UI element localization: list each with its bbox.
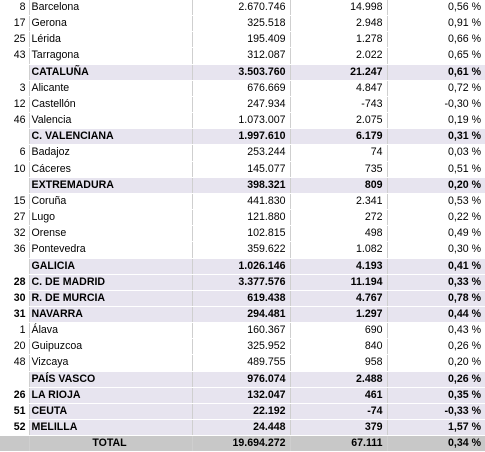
province-code-cell: 31	[0, 306, 29, 322]
region-row	[0, 306, 485, 322]
difference-cell: 1.278	[290, 32, 387, 48]
name-cell: Pontevedra	[29, 242, 192, 258]
population-cell: 1.997.610	[192, 129, 290, 145]
population-cell: 2.670.746	[192, 0, 290, 16]
percentage-cell: 0,30 %	[387, 242, 485, 258]
population-cell: 22.192	[192, 403, 290, 419]
difference-cell: 2.948	[290, 16, 387, 32]
percentage-cell: 0,56 %	[387, 0, 485, 16]
region-row	[0, 403, 485, 419]
table-row	[0, 48, 485, 64]
table-row	[0, 113, 485, 129]
percentage-cell: 0,34 %	[387, 436, 485, 452]
population-cell: 325.518	[192, 16, 290, 32]
province-code-cell	[0, 258, 29, 274]
difference-cell: 4.767	[290, 290, 387, 306]
population-cell: 102.815	[192, 226, 290, 242]
name-cell: Lérida	[29, 32, 192, 48]
difference-cell: 1.082	[290, 242, 387, 258]
province-code-cell: 51	[0, 403, 29, 419]
population-cell: 325.952	[192, 339, 290, 355]
population-cell: 247.934	[192, 96, 290, 112]
percentage-cell: 0,51 %	[387, 161, 485, 177]
population-cell: 19.694.272	[192, 436, 290, 452]
name-cell: Gerona	[29, 16, 192, 32]
province-code-cell: 3	[0, 80, 29, 96]
population-cell: 441.830	[192, 193, 290, 209]
name-cell: Barcelona	[29, 0, 192, 16]
population-cell: 359.622	[192, 242, 290, 258]
province-code-cell	[0, 436, 29, 452]
population-cell: 24.448	[192, 420, 290, 436]
table-row	[0, 242, 485, 258]
province-code-cell: 43	[0, 48, 29, 64]
table-row	[0, 80, 485, 96]
difference-cell: 2.022	[290, 48, 387, 64]
difference-cell: 11.194	[290, 274, 387, 290]
difference-cell: 14.998	[290, 0, 387, 16]
region-row	[0, 290, 485, 306]
population-cell: 3.377.576	[192, 274, 290, 290]
population-cell: 195.409	[192, 32, 290, 48]
percentage-cell: 0,78 %	[387, 290, 485, 306]
province-code-cell	[0, 177, 29, 193]
population-cell: 1.073.007	[192, 113, 290, 129]
province-code-cell: 32	[0, 226, 29, 242]
province-code-cell: 17	[0, 16, 29, 32]
difference-cell: 379	[290, 420, 387, 436]
name-cell: LA RIOJA	[29, 387, 192, 403]
province-code-cell: 36	[0, 242, 29, 258]
population-cell: 145.077	[192, 161, 290, 177]
table-row	[0, 193, 485, 209]
name-cell: Orense	[29, 226, 192, 242]
percentage-cell: 0,26 %	[387, 371, 485, 387]
region-row	[0, 64, 485, 80]
name-cell: Alicante	[29, 80, 192, 96]
population-cell: 312.087	[192, 48, 290, 64]
difference-cell: 6.179	[290, 129, 387, 145]
province-code-cell: 6	[0, 145, 29, 161]
province-code-cell: 30	[0, 290, 29, 306]
province-code-cell: 46	[0, 113, 29, 129]
name-cell: PAÍS VASCO	[29, 371, 192, 387]
difference-cell: 498	[290, 226, 387, 242]
difference-cell: 1.297	[290, 306, 387, 322]
difference-cell: 21.247	[290, 64, 387, 80]
province-code-cell: 26	[0, 387, 29, 403]
province-code-cell: 12	[0, 96, 29, 112]
province-code-cell: 25	[0, 32, 29, 48]
province-code-cell: 28	[0, 274, 29, 290]
percentage-cell: 0,61 %	[387, 64, 485, 80]
name-cell: C. VALENCIANA	[29, 129, 192, 145]
percentage-cell: 0,41 %	[387, 258, 485, 274]
name-cell: MELILLA	[29, 420, 192, 436]
region-row	[0, 177, 485, 193]
table-row	[0, 339, 485, 355]
population-cell: 676.669	[192, 80, 290, 96]
name-cell: Badajoz	[29, 145, 192, 161]
province-code-cell: 27	[0, 210, 29, 226]
table-row	[0, 16, 485, 32]
name-cell: Tarragona	[29, 48, 192, 64]
name-cell: CATALUÑA	[29, 64, 192, 80]
table-row	[0, 355, 485, 371]
difference-cell: 74	[290, 145, 387, 161]
population-cell: 121.880	[192, 210, 290, 226]
name-cell: Valencia	[29, 113, 192, 129]
province-code-cell: 15	[0, 193, 29, 209]
region-row	[0, 371, 485, 387]
population-cell: 160.367	[192, 323, 290, 339]
region-row	[0, 129, 485, 145]
percentage-cell: 0,66 %	[387, 32, 485, 48]
name-cell: TOTAL	[29, 436, 192, 452]
difference-cell: -743	[290, 96, 387, 112]
difference-cell: 809	[290, 177, 387, 193]
population-cell: 1.026.146	[192, 258, 290, 274]
percentage-cell: 0,43 %	[387, 323, 485, 339]
difference-cell: 67.111	[290, 436, 387, 452]
population-cell: 3.503.760	[192, 64, 290, 80]
name-cell: R. DE MURCIA	[29, 290, 192, 306]
name-cell: Guipuzcoa	[29, 339, 192, 355]
difference-cell: 2.341	[290, 193, 387, 209]
province-code-cell	[0, 64, 29, 80]
difference-cell: -74	[290, 403, 387, 419]
percentage-cell: 0,19 %	[387, 113, 485, 129]
percentage-cell: 0,20 %	[387, 177, 485, 193]
difference-cell: 958	[290, 355, 387, 371]
difference-cell: 2.075	[290, 113, 387, 129]
population-cell: 398.321	[192, 177, 290, 193]
name-cell: NAVARRA	[29, 306, 192, 322]
difference-cell: 735	[290, 161, 387, 177]
name-cell: Castellón	[29, 96, 192, 112]
percentage-cell: -0,30 %	[387, 96, 485, 112]
population-cell: 253.244	[192, 145, 290, 161]
name-cell: C. DE MADRID	[29, 274, 192, 290]
table-row	[0, 32, 485, 48]
province-code-cell: 20	[0, 339, 29, 355]
difference-cell: 272	[290, 210, 387, 226]
percentage-cell: 1,57 %	[387, 420, 485, 436]
province-code-cell: 8	[0, 0, 29, 16]
province-code-cell: 52	[0, 420, 29, 436]
province-code-cell: 10	[0, 161, 29, 177]
region-row	[0, 258, 485, 274]
name-cell: CEUTA	[29, 403, 192, 419]
percentage-cell: 0,72 %	[387, 80, 485, 96]
difference-cell: 4.847	[290, 80, 387, 96]
percentage-cell: 0,22 %	[387, 210, 485, 226]
percentage-cell: 0,20 %	[387, 355, 485, 371]
name-cell: Coruña	[29, 193, 192, 209]
population-cell: 489.755	[192, 355, 290, 371]
difference-cell: 461	[290, 387, 387, 403]
percentage-cell: 0,26 %	[387, 339, 485, 355]
percentage-cell: 0,35 %	[387, 387, 485, 403]
difference-cell: 4.193	[290, 258, 387, 274]
name-cell: GALICIA	[29, 258, 192, 274]
population-cell: 619.438	[192, 290, 290, 306]
table-row	[0, 323, 485, 339]
region-row	[0, 387, 485, 403]
difference-cell: 690	[290, 323, 387, 339]
difference-cell: 2.488	[290, 371, 387, 387]
population-cell: 976.074	[192, 371, 290, 387]
region-row	[0, 274, 485, 290]
name-cell: EXTREMADURA	[29, 177, 192, 193]
table-row	[0, 145, 485, 161]
population-cell: 132.047	[192, 387, 290, 403]
province-code-cell	[0, 129, 29, 145]
name-cell: Cáceres	[29, 161, 192, 177]
table-row	[0, 96, 485, 112]
percentage-cell: 0,91 %	[387, 16, 485, 32]
province-code-cell: 48	[0, 355, 29, 371]
population-cell: 294.481	[192, 306, 290, 322]
total-row	[0, 436, 485, 452]
table-row	[0, 161, 485, 177]
table-row	[0, 0, 485, 16]
province-code-cell	[0, 371, 29, 387]
percentage-cell: 0,44 %	[387, 306, 485, 322]
percentage-cell: 0,49 %	[387, 226, 485, 242]
region-row	[0, 420, 485, 436]
difference-cell: 840	[290, 339, 387, 355]
percentage-cell: 0,53 %	[387, 193, 485, 209]
name-cell: Vizcaya	[29, 355, 192, 371]
table-row	[0, 210, 485, 226]
percentage-cell: 0,03 %	[387, 145, 485, 161]
percentage-cell: 0,31 %	[387, 129, 485, 145]
name-cell: Álava	[29, 323, 192, 339]
percentage-cell: 0,65 %	[387, 48, 485, 64]
province-code-cell: 1	[0, 323, 29, 339]
name-cell: Lugo	[29, 210, 192, 226]
table-row	[0, 226, 485, 242]
percentage-cell: 0,33 %	[387, 274, 485, 290]
percentage-cell: -0,33 %	[387, 403, 485, 419]
